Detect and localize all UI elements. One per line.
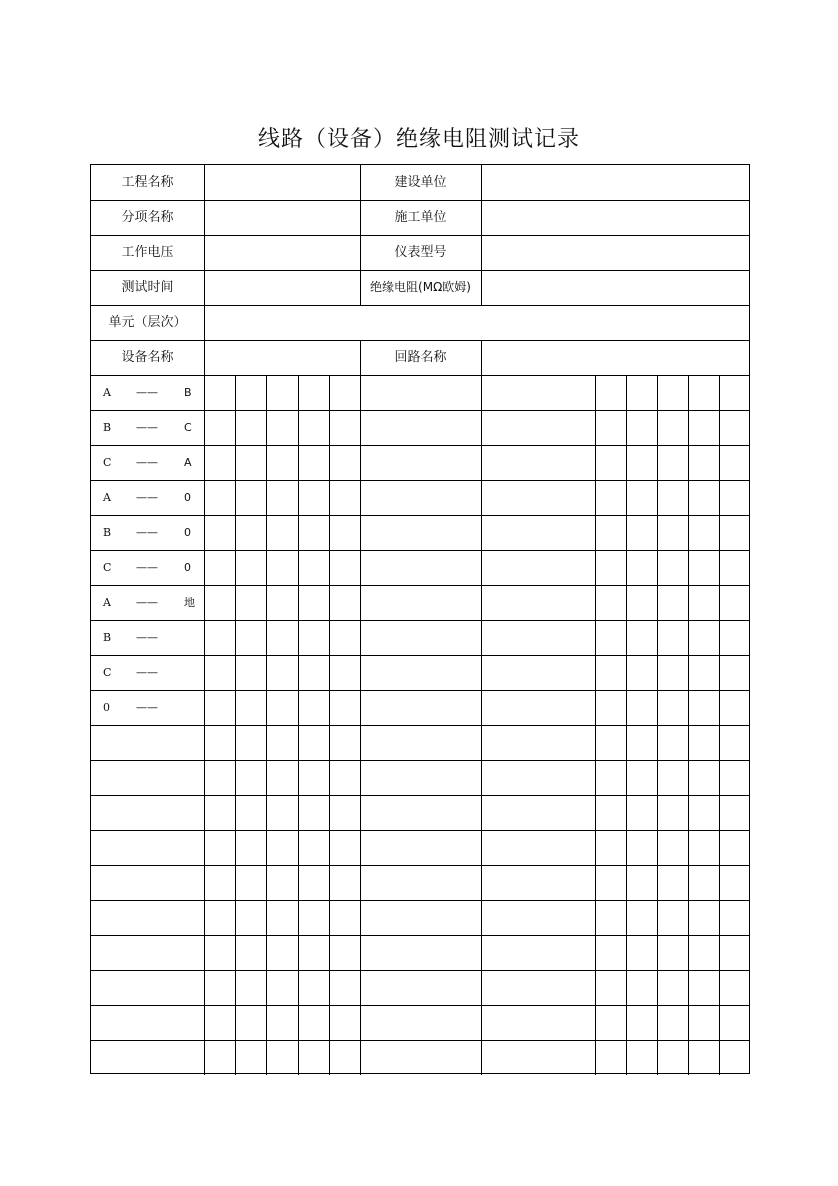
grid-line [204,165,205,375]
label-test-time: 测试时间 [121,280,174,295]
phase-from: 0 [103,701,110,714]
grid-line [91,515,749,516]
phase-sep: —— [136,631,158,644]
phase-from: C [103,456,112,469]
phase-to: C [184,421,192,434]
grid-line [91,900,749,901]
grid-line [91,970,749,971]
record-table [90,164,750,1074]
grid-line [91,690,749,691]
grid-line [360,375,361,1075]
phase-pair-row [91,585,204,620]
phase-from: C [103,666,112,679]
grid-line [266,375,267,1075]
phase-sep: —— [136,701,158,714]
phase-sep: —— [136,526,158,539]
phase-to: 0 [184,561,191,574]
phase-to: B [184,386,192,399]
phase-to: 地 [184,596,195,609]
grid-line [91,1040,749,1041]
grid-line [91,865,749,866]
label-sub-item-name: 分项名称 [121,210,174,225]
phase-sep: —— [136,456,158,469]
grid-line [91,480,749,481]
phase-from: B [103,421,112,434]
label-unit-floor: 单元（层次） [108,315,187,330]
phase-sep: —— [136,491,158,504]
phase-pair-row [91,655,204,690]
phase-pair-row [91,480,204,515]
grid-line [298,375,299,1075]
grid-line [329,375,330,1075]
grid-line [91,340,749,341]
grid-line [91,760,749,761]
grid-line [91,305,749,306]
grid-line [91,410,749,411]
grid-line [91,235,749,236]
grid-line [91,795,749,796]
label-contractor-unit: 施工单位 [394,210,447,225]
grid-line [595,375,596,1075]
label-working-voltage: 工作电压 [121,245,174,260]
label-circuit-name: 回路名称 [394,350,447,365]
grid-line [481,375,482,1075]
label-equipment-name: 设备名称 [121,350,174,365]
grid-line [688,375,689,1075]
phase-pair-row [91,445,204,480]
grid-line [91,550,749,551]
label-insulation-resistance: 绝缘电阻(MΩ欧姆) [370,280,471,294]
phase-pair-row [91,620,204,655]
grid-line [91,585,749,586]
grid-line [481,340,482,375]
label-project-name: 工程名称 [121,175,174,190]
grid-line [91,1005,749,1006]
grid-line [91,270,749,271]
phase-sep: —— [136,561,158,574]
grid-line [91,725,749,726]
grid-line [91,655,749,656]
phase-to: 0 [184,526,191,539]
phase-sep: —— [136,386,158,399]
page-title: 线路（设备）绝缘电阻测试记录 [257,127,580,152]
grid-line [91,200,749,201]
grid-line [481,165,482,305]
grid-line [235,375,236,1075]
phase-sep: —— [136,666,158,679]
phase-from: C [103,561,112,574]
phase-sep: —— [136,596,158,609]
grid-line [719,375,720,1075]
grid-line [626,375,627,1075]
grid-line [360,340,361,375]
phase-pair-row [91,410,204,445]
phase-to: A [184,456,192,469]
phase-from: B [103,631,112,644]
phase-from: B [103,526,112,539]
grid-line [91,445,749,446]
grid-line [91,375,749,376]
grid-line [91,830,749,831]
phase-pair-row [91,550,204,585]
phase-pair-row [91,515,204,550]
grid-line [360,165,361,305]
phase-pair-row [91,375,204,410]
grid-line [204,375,205,1075]
phase-from: A [103,386,111,399]
grid-line [91,935,749,936]
grid-line [657,375,658,1075]
label-meter-model: 仪表型号 [394,245,447,260]
phase-from: A [103,596,111,609]
phase-from: A [103,491,111,504]
phase-sep: —— [136,421,158,434]
grid-line [91,620,749,621]
phase-to: 0 [184,491,191,504]
label-construction-unit: 建设单位 [394,175,447,190]
phase-pair-row [91,690,204,725]
